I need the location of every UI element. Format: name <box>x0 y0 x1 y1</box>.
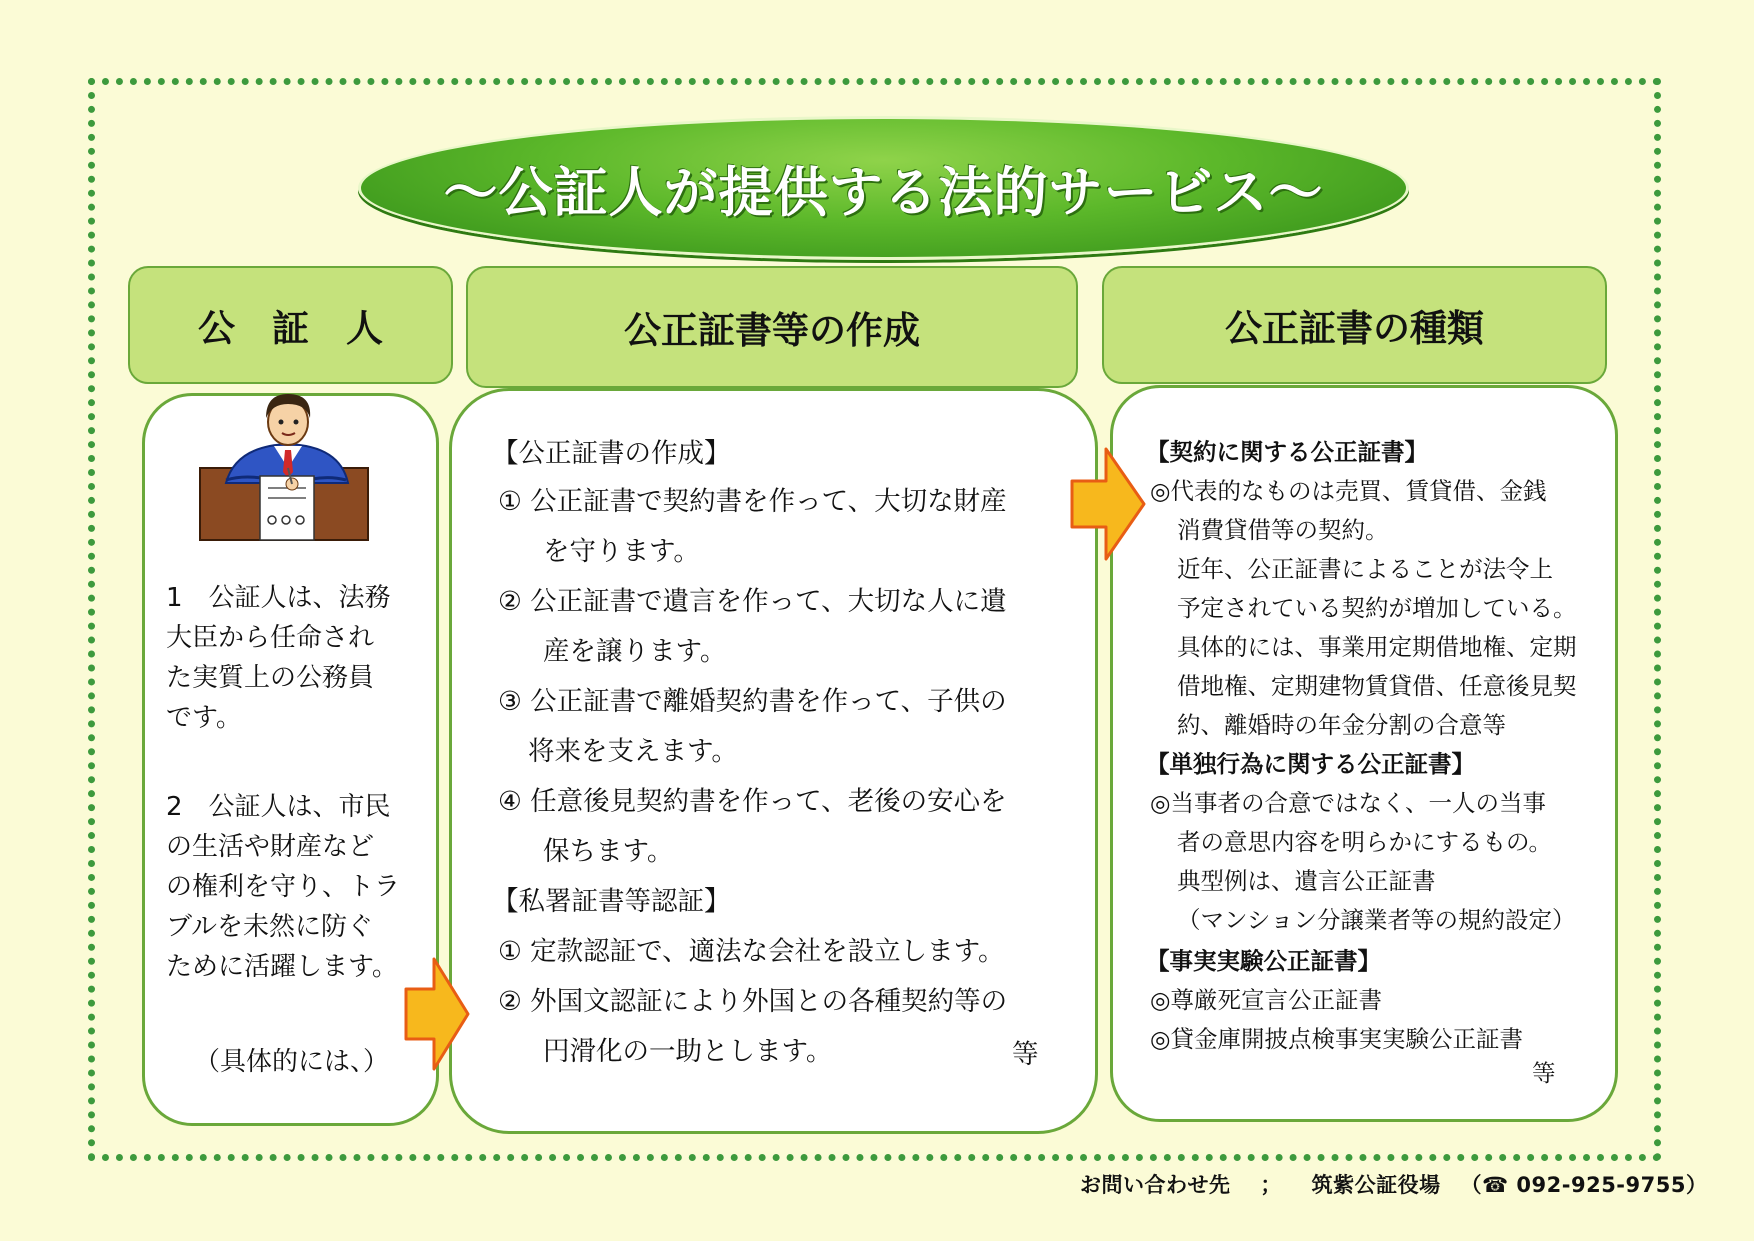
types-heading-1: 【契約に関する公正証書】 <box>1146 438 1428 466</box>
footer-phone: 092-925-9755 <box>1516 1173 1686 1197</box>
creation-item-3: ③ 公正証書で離婚契約書を作って、子供の 将来を支えます。 <box>498 686 1007 767</box>
creation-item-2: ② 公正証書で遺言を作って、大切な人に遺 産を譲ります。 <box>498 586 1007 667</box>
creation-item-1: ① 公正証書で契約書を作って、大切な財産 を守ります。 <box>498 486 1007 567</box>
creation-etc: 等 <box>1012 1039 1039 1070</box>
types-heading-2: 【単独行為に関する公正証書】 <box>1146 750 1475 778</box>
types-lines-1: ◎代表的なものは売買、賃貸借、金銭 消費貸借等の契約。 近年、公正証書によることが法令上 予定されている契約が増加している。 具体的には、事業用定期借地権、定期 借地権、定期建物賃貸借、任意後見契 約、離婚時の年金分割の合意等 <box>1150 477 1577 739</box>
types-lines-2: ◎当事者の合意ではなく、一人の当事 者の意思内容を明らかにするもの。 典型例は、遺言公正証書 （マンション分譲業者等の規約設定） <box>1150 789 1576 934</box>
header-types <box>1102 266 1607 384</box>
header-notary-label: 公 証 人 <box>198 307 383 350</box>
notary-para-2: 2 公証人は、市民 の生活や財産など の権利を守り、トラ ブルを未然に防ぐ ために活躍します。 <box>166 792 401 982</box>
footer-office: 筑紫公証役場 <box>1311 1173 1441 1197</box>
header-creation <box>466 266 1078 388</box>
notary-note: （具体的には、） <box>194 1047 390 1077</box>
arrow-right-icon <box>404 955 470 1073</box>
header-types-label: 公正証書の種類 <box>1225 307 1484 350</box>
arrow-right-icon <box>1070 445 1146 563</box>
header-notary <box>128 266 453 384</box>
creation-heading-1: 【公正証書の作成】 <box>492 438 731 469</box>
creation-item-6: ② 外国文認証により外国との各種契約等の 円滑化の一助とします。 <box>498 986 1008 1067</box>
notary-para-1: 1 公証人は、法務 大臣から任命され た実質上の公務員 です。 <box>166 583 391 733</box>
types-lines-3: ◎尊厳死宣言公正証書 ◎貸金庫開披点検事実実験公正証書 <box>1150 986 1524 1053</box>
footer-contact: お問い合わせ先 ； 筑紫公証役場 （☎ 092-925-9755） <box>1080 1173 1708 1197</box>
creation-heading-2: 【私署証書等認証】 <box>492 886 731 917</box>
notary-illustration <box>196 388 376 543</box>
types-heading-3: 【事実実験公正証書】 <box>1146 947 1381 975</box>
page-title: ～公証人が提供する法的サービス～ <box>443 160 1324 224</box>
creation-item-4: ④ 任意後見契約書を作って、老後の安心を 保ちます。 <box>498 786 1007 867</box>
phone-icon: ☎ <box>1481 1173 1509 1197</box>
footer-label: お問い合わせ先 <box>1080 1173 1231 1197</box>
types-etc: 等 <box>1532 1059 1556 1087</box>
title-banner <box>358 116 1409 260</box>
footer-separator: ； <box>1260 1173 1282 1197</box>
header-creation-label: 公正証書等の作成 <box>624 309 920 352</box>
creation-item-5: ① 定款認証で、適法な会社を設立します。 <box>498 936 1005 967</box>
